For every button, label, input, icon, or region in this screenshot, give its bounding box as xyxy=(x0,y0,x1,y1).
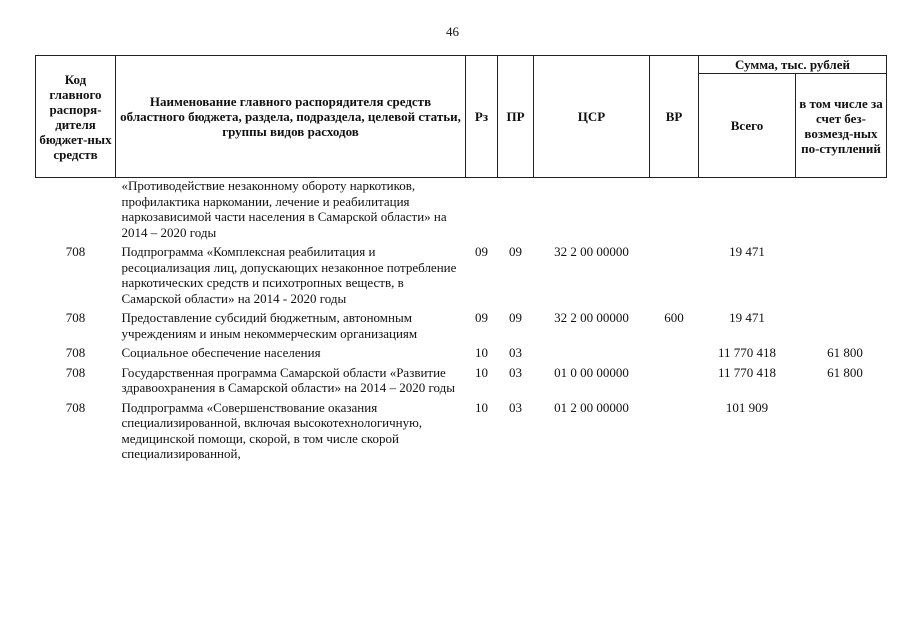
table-row xyxy=(36,178,887,245)
cell-rz: 10 xyxy=(475,345,488,360)
header-vr: ВР xyxy=(650,56,699,178)
cell-code: 708 xyxy=(65,310,86,325)
cell-total: 11 770 418 xyxy=(717,345,777,360)
cell-total: 19 471 xyxy=(729,310,765,325)
cell-free xyxy=(796,178,887,245)
cell-pr xyxy=(498,178,534,245)
cell-vr: 600 xyxy=(664,310,684,325)
cell-total: 101 909 xyxy=(725,399,769,415)
page-number: 46 xyxy=(446,24,459,39)
cell-pr: 09 xyxy=(509,310,522,325)
cell-vr xyxy=(650,178,699,245)
header-free-receipts: в том числе за счет без-возмезд-ных по-ступлений xyxy=(796,74,887,178)
header-rz: Рз xyxy=(466,56,498,178)
table-row xyxy=(36,310,887,345)
cell-total: 11 770 418 xyxy=(717,364,777,380)
cell-free: 61 800 xyxy=(827,364,863,380)
cell-rz xyxy=(466,178,498,245)
cell-free xyxy=(796,244,887,310)
cell-pr: 03 xyxy=(509,399,522,415)
cell-free xyxy=(796,400,887,466)
cell-rz: 10 xyxy=(475,364,488,380)
header-sum-group: Сумма, тыс. рублей xyxy=(699,56,887,74)
cell-free: 61 800 xyxy=(827,345,863,360)
cell-csr xyxy=(534,178,650,245)
budget-table-frame xyxy=(35,55,887,466)
header-csr: ЦСР xyxy=(534,56,650,178)
cell-pr: 03 xyxy=(509,345,522,360)
budget-table xyxy=(35,55,887,466)
cell-code: 708 xyxy=(65,364,86,380)
cell-free xyxy=(796,310,887,345)
table-row xyxy=(36,244,887,310)
cell-vr xyxy=(650,345,699,365)
cell-rz: 09 xyxy=(475,310,488,325)
cell-name: Государственная программа Самарской области «Развитие здравоохранения в Самарской области» на 2014 – 2020 годы xyxy=(121,364,455,395)
cell-code: 708 xyxy=(65,244,86,259)
cell-csr: 32 2 00 00000 xyxy=(554,310,629,325)
header-pr: ПР xyxy=(498,56,534,178)
cell-name: «Противодействие незаконному обороту наркотиков, профилактика наркомании, лечение и реабилитация наркозависимой части населения в Самарской области» на 2014 – 2020 годы xyxy=(121,178,447,240)
cell-total xyxy=(699,178,796,245)
cell-name: Подпрограмма «Совершенствование оказания специализированной, включая высокотехнологичную, медицинской помощи, скорой, в том числе скорой специализированной, xyxy=(121,399,423,461)
cell-vr xyxy=(650,365,699,400)
cell-csr: 32 2 00 00000 xyxy=(554,244,629,259)
header-code: Код главного распоря-дителя бюджет-ных средств xyxy=(36,56,116,178)
cell-csr xyxy=(534,345,650,365)
cell-code xyxy=(36,178,116,245)
cell-name: Подпрограмма «Комплексная реабилитация и ресоциализация лиц, допускающих незаконное потребление наркотических средств и психотропных веществ, в Самарской области» на 2014 - 2020 годы xyxy=(121,244,457,306)
cell-csr: 01 0 00 00000 xyxy=(554,364,629,380)
cell-code: 708 xyxy=(65,345,86,360)
table-row xyxy=(36,365,887,400)
cell-total: 19 471 xyxy=(729,244,765,259)
cell-rz: 09 xyxy=(475,244,488,259)
cell-name: Предоставление субсидий бюджетным, автономным учреждениям и иным некоммерческим организациям xyxy=(121,310,418,341)
cell-csr: 01 2 00 00000 xyxy=(554,399,629,415)
header-total: Всего xyxy=(699,74,796,178)
cell-pr: 09 xyxy=(509,244,522,259)
table-row xyxy=(36,400,887,466)
cell-pr: 03 xyxy=(509,364,522,380)
cell-name: Социальное обеспечение населения xyxy=(121,345,321,360)
table-row xyxy=(36,345,887,365)
cell-code: 708 xyxy=(65,399,86,415)
cell-vr xyxy=(650,244,699,310)
cell-vr xyxy=(650,400,699,466)
header-name: Наименование главного распорядителя средств областного бюджета, раздела, подраздела, целевой статьи, группы видов расходов xyxy=(116,56,466,178)
cell-rz: 10 xyxy=(475,399,488,415)
